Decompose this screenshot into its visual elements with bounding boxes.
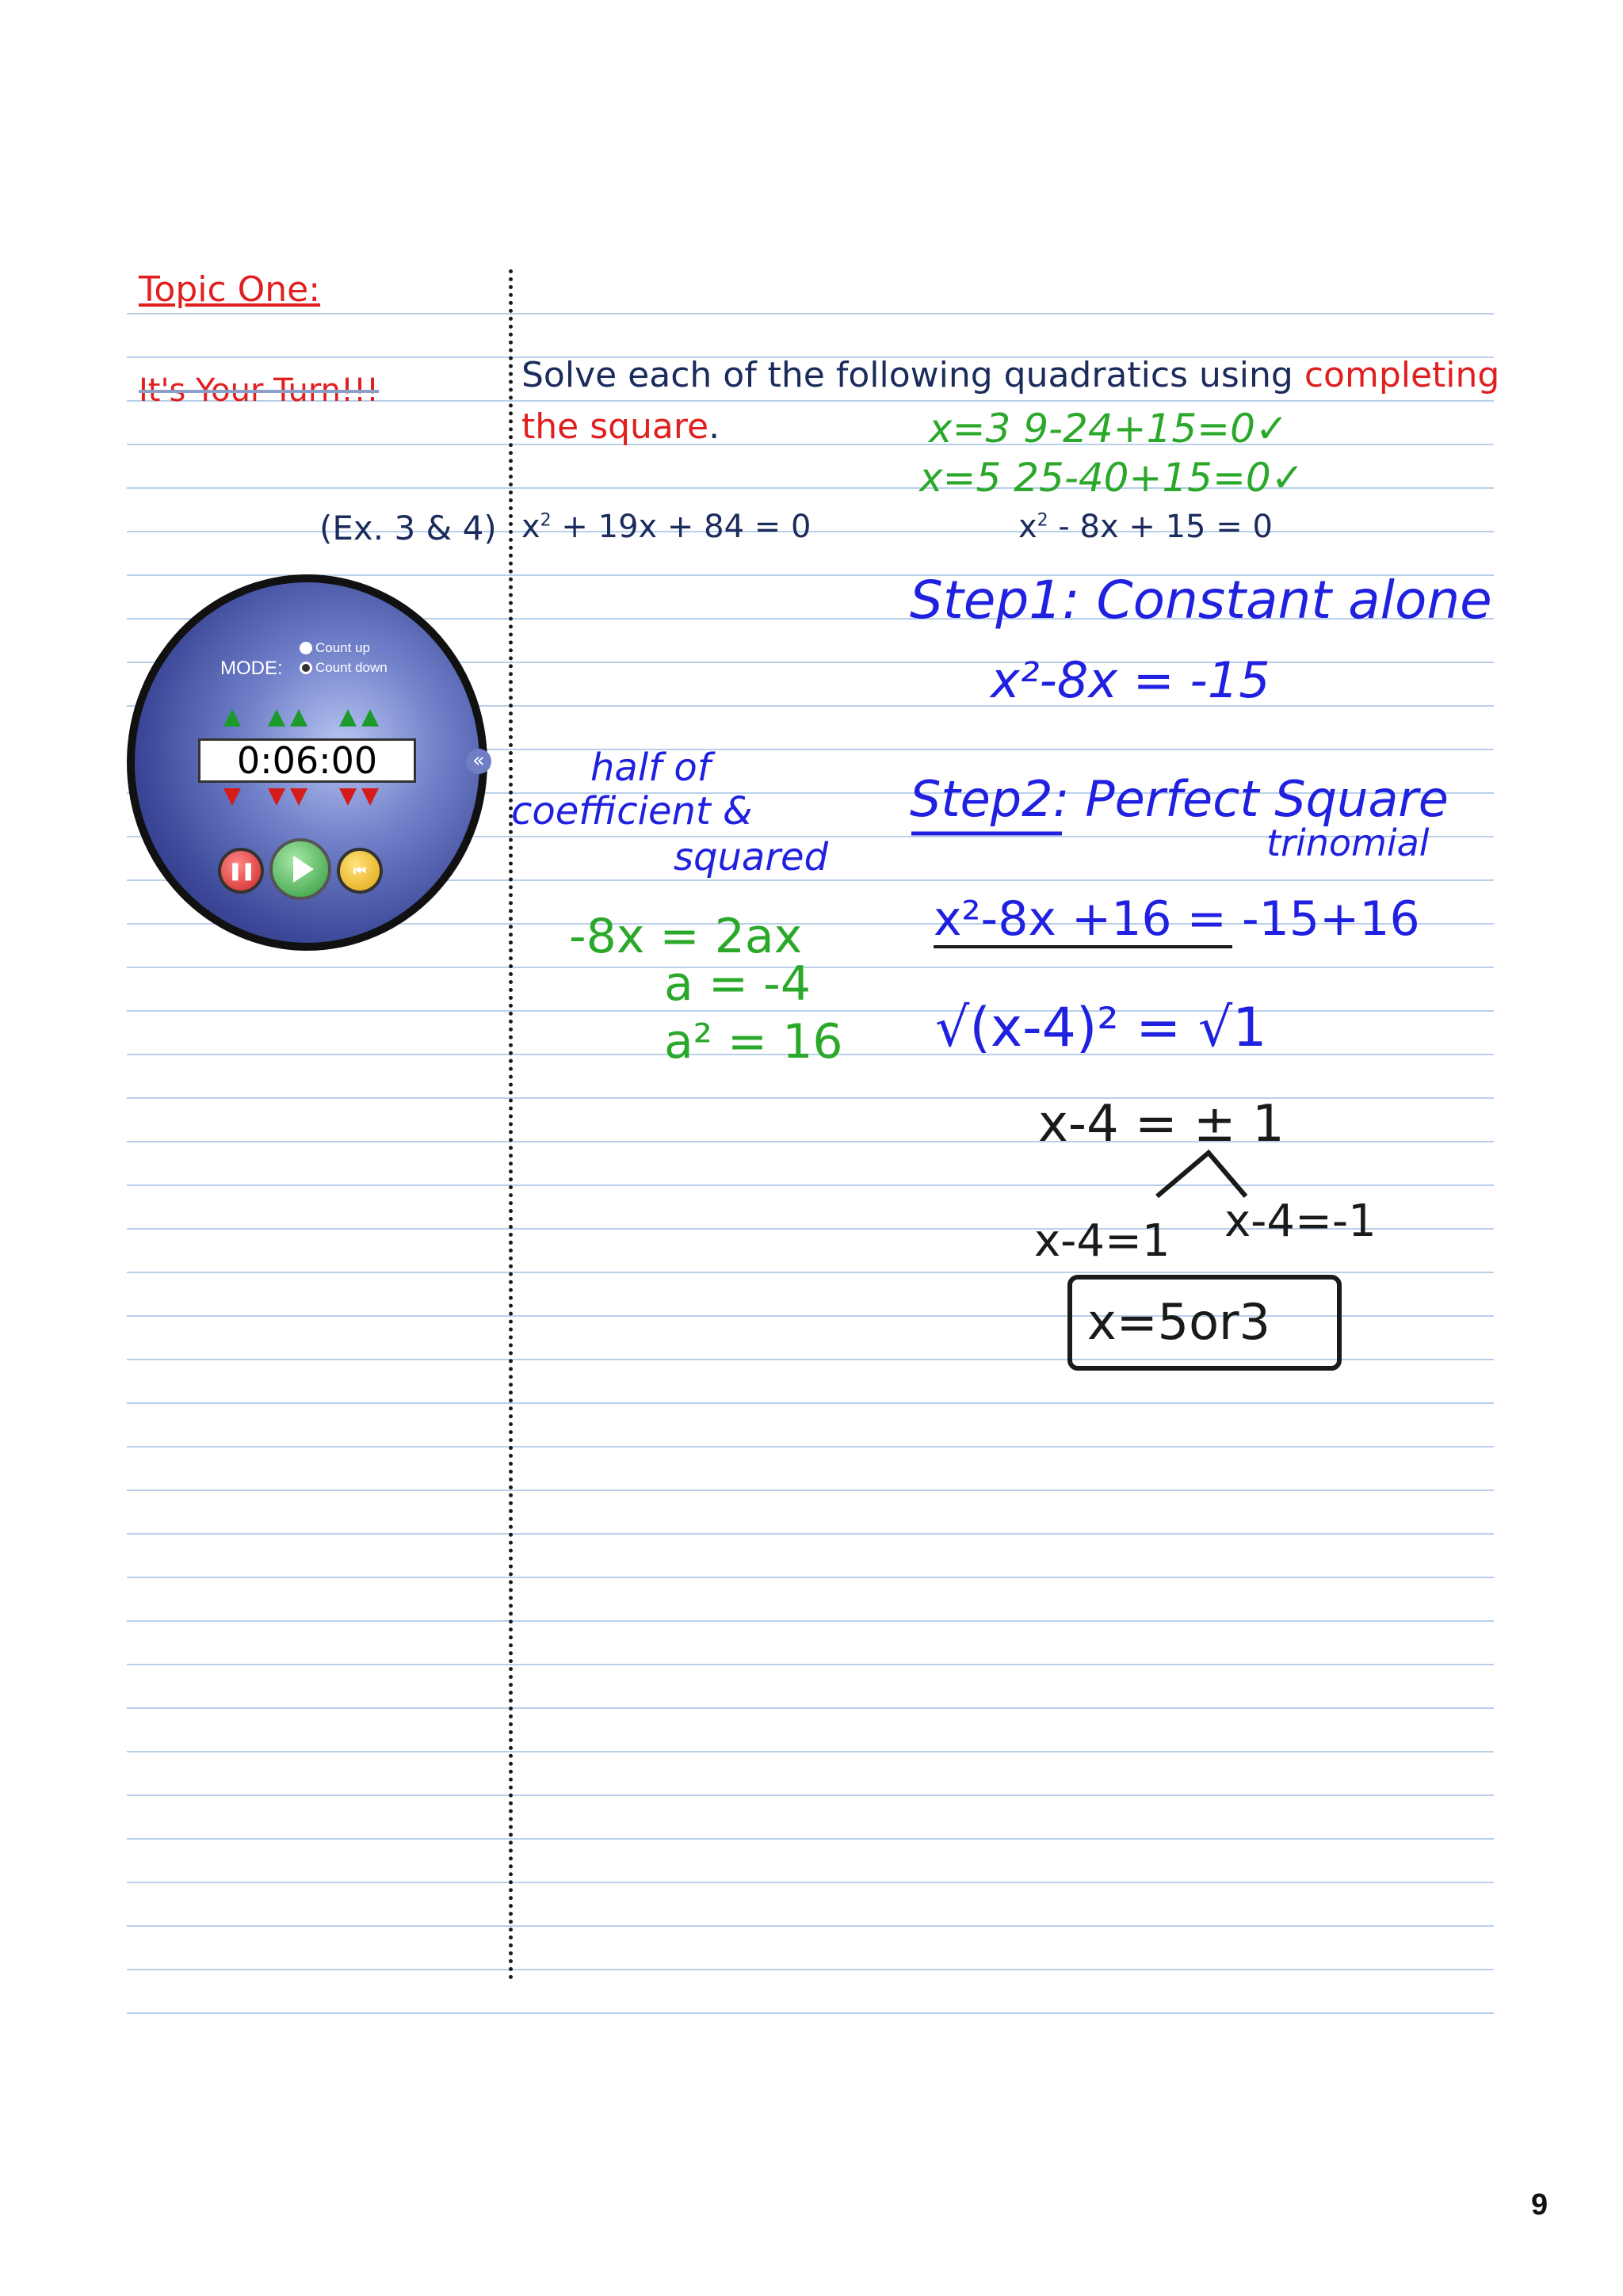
instructions-highlight: the square [521, 406, 709, 447]
rewind-icon: ⏮ [353, 862, 367, 879]
mode-label: MODE: [220, 658, 283, 679]
topic-title: Topic One: [139, 269, 321, 310]
work-line-3: a² = 16 [664, 1014, 843, 1070]
completed-square-equation: x²-8x +16 = -15+16 [934, 891, 1420, 947]
page-number: 9 [1531, 2188, 1549, 2222]
equation-2-exponent: 2 [1037, 510, 1048, 531]
branch-caret [1157, 1153, 1246, 1196]
note-half-of: half of [590, 746, 711, 790]
equation-1-base: x [521, 509, 540, 545]
plus-minus-equation: x-4 = ± 1 [1038, 1095, 1285, 1154]
check-line-2: x=5 25-40+15=0✓ [919, 455, 1304, 501]
note-squared: squared [674, 835, 829, 879]
example-label: (Ex. 3 & 4) [319, 509, 497, 547]
step1-equation: x²-8x = -15 [991, 651, 1270, 709]
timer-display: 0:06:00 [198, 738, 416, 783]
step1-text: Step1: Constant alone [910, 570, 1492, 631]
equation-1-rest: + 19x + 84 = 0 [551, 509, 812, 545]
equation-2-rest: - 8x + 15 = 0 [1048, 509, 1273, 545]
work-line-2: a = -4 [664, 956, 812, 1012]
final-answer: x=5or3 [1087, 1293, 1270, 1351]
instructions-text: Solve each of the following quadratics using [521, 355, 1304, 395]
step2-trinomial: trinomial [1266, 822, 1430, 864]
instructions-highlight: completing [1304, 355, 1500, 395]
instructions-period: . [708, 406, 720, 447]
pause-icon: ❚❚ [227, 860, 254, 881]
branch-right: x-4=-1 [1224, 1196, 1377, 1247]
work-line-1: -8x = 2ax [569, 909, 803, 964]
step2-text: Step2: Perfect Square [910, 770, 1449, 828]
equation-2-base: x [1018, 509, 1037, 545]
check-line-1: x=3 9-24+15=0✓ [929, 406, 1289, 452]
your-turn-label: It's Your Turn!!! [139, 372, 380, 409]
collapse-timer-button[interactable]: « [466, 749, 491, 774]
equation-1-exponent: 2 [540, 510, 552, 531]
sqrt-equation: √(x-4)² = √1 [935, 997, 1267, 1059]
note-coefficient: coefficient & [511, 789, 753, 833]
count-up-label: Count up [315, 640, 370, 655]
branch-left: x-4=1 [1034, 1215, 1170, 1267]
count-down-label: Count down [315, 660, 388, 675]
